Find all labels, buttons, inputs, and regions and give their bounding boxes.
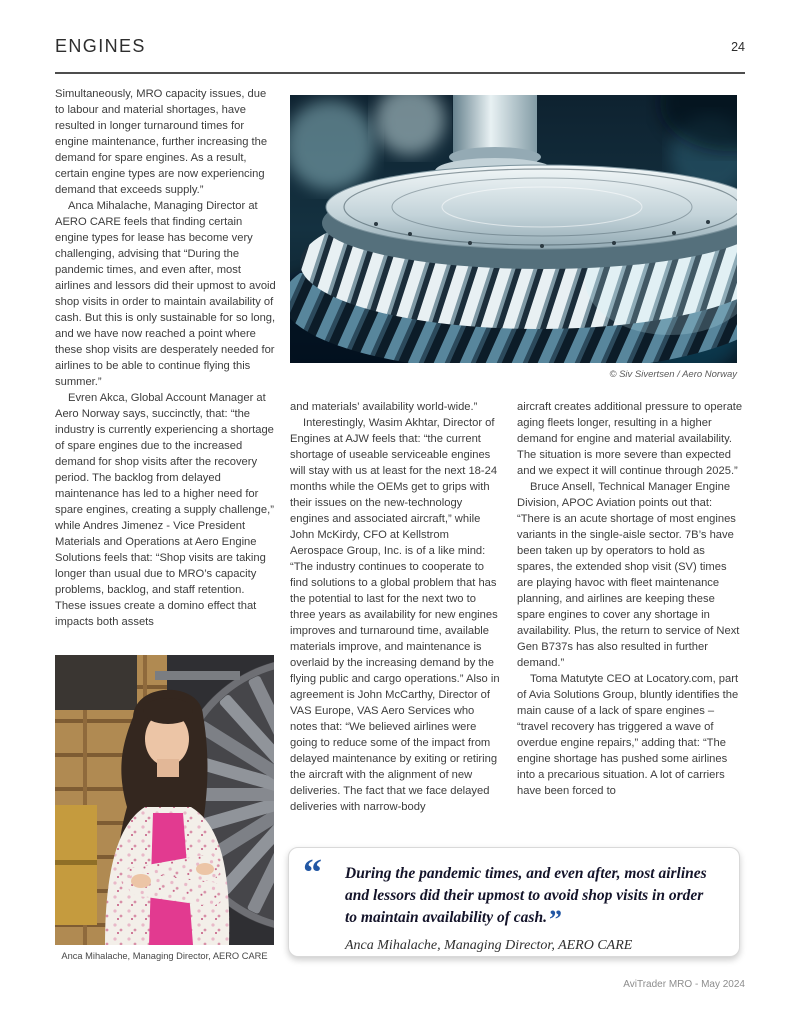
article-paragraph: Interestingly, Wasim Akhtar, Director of Engines at AJW feels that: “the current shortage of useable serviceable engines will stay with us at least for the next 18-24 months while the OEMs get to grips with their issues on the new-technology engines and associated aircraft,” while John McKirdy, CFO at Kellstrom Aerospace Group, Inc. is of a like mind: “The industry continues to cooperate to find solutions to a global problem that has the potential to last for the next two to three years as availability for new engines improves and turnaround time, available materials improve, and maintenance is overlaid by the increasing demand by the flying public and cargo operations.” Also in agreement is John McCarthy, Director of VAS Europe, VAS Aero Services who notes that: “We believed airlines were going to reduce some of the impact from delayed maintenance by exiting or retiring the aircraft with the alignment of new deliveries. The fact that we face delayed deliveries with narrow-body [290,417,500,813]
pull-quote-text-wrap [345,863,719,934]
article-column-middle [290,399,501,815]
article-paragraph: Toma Matutyte CEO at Locatory.com, part of Avia Solutions Group, bluntly identifies the main cause of a lack of spare engines – “travel recovery has triggered a wave of overdue engine repairs,” adding that: “The engine shortage has pushed some airlines into a precarious situation. A lot of carriers have been forced to [517,673,739,797]
article-paragraph: aircraft creates additional pressure to operate aging fleets longer, resulting in a higher demand for engine and material availability. The situation is more severe than expected and we expect it will continue through 2025.” [517,401,743,477]
article-paragraph: Evren Akca, Global Account Manager at Aero Norway says, succinctly, that: “the industry is currently experiencing a shortage of spare engines due to the increased demand for shop visits after the recovery period. The backlog from delayed maintenance has led to a higher need for spare engines, creating a supply challenge,” while Andres Jimenez - Vice President Materials and Operations at Aero Engine Solutions feels that: “Shop visits are taking longer than usual due to MRO’s capacity problems, backlog, and staff retention. These issues create a domino effect that impacts both assets [55,392,274,628]
section-title: ENGINES [55,36,146,56]
turbine-rotor-photo [290,95,737,363]
article-paragraph: Bruce Ansell, Technical Manager Engine Division, APOC Aviation points out that: “There is an acute shortage of most engines variants in the single-aisle sector. 7B’s have been taken up by operators to hold as spares, the extended shop visit (SV) times are playing havoc with fleet maintenance planning, and airlines are keeping these spare engines to cover any shortage in availability. Plus, the return to service of Next Gen B737s has also resulted in further demand.” [517,481,740,669]
portrait-caption: Anca Mihalache, Managing Director, AERO CARE [61,951,268,961]
portrait-photo [55,655,274,945]
pull-quote-attribution: Anca Mihalache, Managing Director, AERO CARE [345,938,633,953]
portrait-illustration [55,655,274,945]
page-number: 24 [731,40,745,54]
article-paragraph: Anca Mihalache, Managing Director at AERO CARE feels that finding certain engine types for lease has become very challenging, advising that “During the pandemic times, and even after, most airlines and lessors did their upmost to avoid shop visits in order to maintain availability of cash. But this is only sustainable for so long, and we have now reached a point where these shop visits are desperately needed for airlines to be able to continue flying this summer.” [55,200,276,388]
header-divider [55,72,745,74]
close-quote-icon: ” [548,905,562,934]
turbine-rotor-illustration [290,95,737,363]
article-paragraph: Simultaneously, MRO capacity issues, due to labour and material shortages, have resulted in longer turnaround times for engine maintenance, further increasing the demand for spare engines. As a result, certain engine types are now experiencing demand that exceeds supply.” [55,88,268,196]
open-quote-icon: “ [303,852,322,894]
article-column-right [517,399,743,799]
article-paragraph: and materials’ availability world-wide.” [290,401,478,413]
pull-quote-text: During the pandemic times, and even after, most airlines and lessors did their upmost to avoid shop visits in order to maintain availability of cash. [345,865,707,926]
photo-credit: © Siv Sivertsen / Aero Norway [609,369,737,380]
article-column-left [55,86,277,630]
pull-quote-box [288,847,740,957]
page-footer: AviTrader MRO - May 2024 [623,979,745,990]
